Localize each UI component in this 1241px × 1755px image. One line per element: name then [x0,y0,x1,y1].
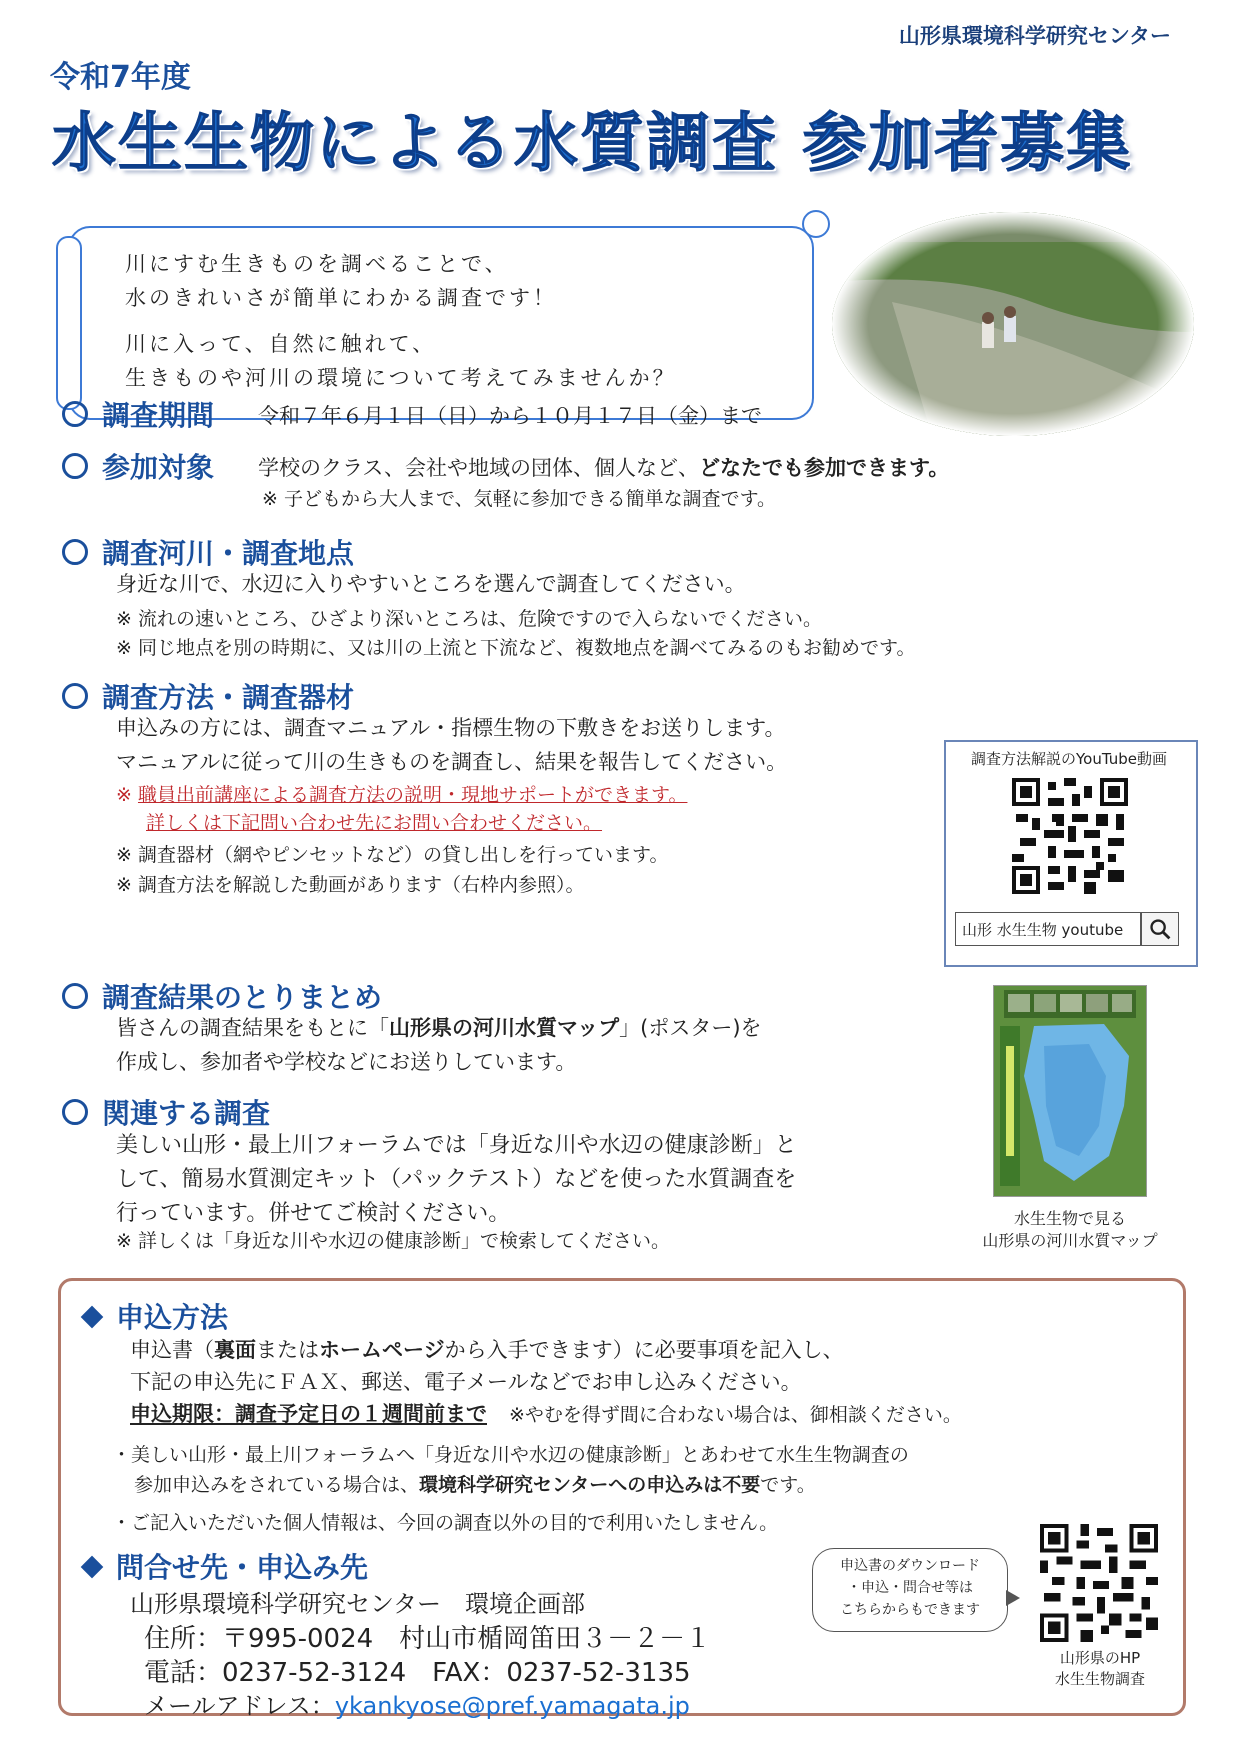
scroll-curl-right [802,210,830,238]
method-red-note-1: ※ 職員出前講座による調査方法の説明・現地サポートができます。 [116,784,688,806]
circle-bullet-icon [62,683,88,709]
related-heading: 関連する調査 [62,1092,270,1132]
diamond-bullet-icon [81,1306,104,1329]
diamond-bullet-icon [81,1556,104,1579]
hp-caption: 山形県のHP 水生生物調査 [1054,1649,1145,1688]
apply-deadline: 申込期限：調査予定日の１週間前まで ※やむを得ず間に合わない場合は、御相談ください。 [130,1402,962,1426]
results-heading: 調査結果のとりまとめ [62,976,382,1016]
results-text-2: 作成し、参加者や学校などにお送りしています。 [116,1050,577,1074]
circle-bullet-icon [62,539,88,565]
intro-line-1: 川にすむ生きものを調べることで、 [125,252,509,276]
related-text-3: 行っています。併せてご検討ください。 [116,1201,511,1226]
method-red-note-2: 詳しくは下記問い合わせ先にお問い合わせください。 [146,812,603,834]
scroll-curl-left [56,236,82,410]
circle-bullet-icon [62,1099,88,1125]
related-note: ※ 詳しくは「身近な川や水辺の健康診断」で検索してください。 [116,1230,670,1252]
contact-address: 住所：〒995-0024 村山市楯岡笛田３－２－１ [144,1624,712,1654]
apply-line-1: 申込書（裏面またはホームページから入手できます）に必要事項を記入し、 [130,1338,844,1362]
target-note: ※ 子どもから大人まで、気軽に参加できる簡単な調査です。 [262,488,777,510]
youtube-box-title: 調査方法解説のYouTube動画 [971,750,1167,768]
page-title: 水生生物による水質調査 参加者募集 [52,107,1133,181]
target-text: 学校のクラス、会社や地域の団体、個人など、どなたでも参加できます。 [258,456,950,480]
related-text-2: して、簡易水質測定キット（パックテスト）などを使った水質調査を [116,1167,797,1192]
fiscal-year: 令和7年度 [50,60,191,95]
location-text: 身近な川で、水辺に入りやすいところを選んで調査してください。 [116,572,746,596]
apply-bullet-1-a: ・美しい山形・最上川フォーラムへ「身近な川や水辺の健康診断」とあわせて水生生物調査の [112,1444,909,1466]
map-poster-caption: 水生生物で見る 山形県の河川水質マップ [982,1209,1158,1250]
contact-org: 山形県環境科学研究センター 環境企画部 [130,1590,586,1618]
location-note-2: ※ 同じ地点を別の時期に、又は川の上流と下流など、複数地点を調べてみるのもお勧めです。 [116,637,916,659]
method-text-2: マニュアルに従って川の生きものを調査し、結果を報告してください。 [116,750,788,774]
circle-bullet-icon [62,983,88,1009]
apply-line-2: 下記の申込先にＦＡＸ、郵送、電子メールなどでお申し込みください。 [130,1370,802,1394]
period-heading: 調査期間 [62,394,214,434]
hp-speech-bubble: 申込書のダウンロード ・申込・問合せ等は こちらからもできます [812,1548,1008,1632]
contact-heading: 問合せ先・申込み先 [80,1546,368,1586]
location-heading: 調査河川・調査地点 [62,532,354,572]
circle-bullet-icon [62,401,88,427]
contact-email-row: メールアドレス：ykankyose@pref.yamagata.jp [144,1692,690,1720]
apply-heading: 申込方法 [80,1296,228,1336]
hp-qr-code-icon[interactable] [1040,1524,1158,1642]
youtube-search-keyword: 山形 水生生物 youtube [955,912,1141,946]
magnifier-icon [1141,912,1179,946]
intro-line-4: 生きものや河川の環境について考えてみませんか？ [125,366,677,390]
apply-bullet-2: ・ご記入いただいた個人情報は、今回の調査以外の目的で利用いたしません。 [112,1512,779,1534]
method-text-1: 申込みの方には、調査マニュアル・指標生物の下敷きをお送りします。 [116,716,786,740]
related-text-1: 美しい山形・最上川フォーラムでは「身近な川や水辺の健康診断」と [116,1133,797,1158]
intro-line-2: 水のきれいさが簡単にわかる調査です！ [125,286,557,310]
location-note-1: ※ 流れの速いところ、ひざより深いところは、危険ですので入らないでください。 [116,608,822,630]
youtube-qr-code-icon[interactable] [1012,778,1128,894]
apply-bullet-1-b: 参加申込みをされている場合は、環境科学研究センターへの申込みは不要です。 [134,1474,816,1496]
organization-name: 山形県環境科学研究センター [898,24,1171,48]
method-heading: 調査方法・調査器材 [62,676,354,716]
email-link[interactable]: ykankyose@pref.yamagata.jp [334,1692,690,1720]
intro-line-3: 川に入って、自然に触れて、 [125,332,437,356]
river-survey-photo [832,212,1194,436]
method-note-2: ※ 調査方法を解説した動画があります（右枠内参照）。 [116,874,585,896]
target-heading: 参加対象 [62,446,214,486]
bubble-pointer [1006,1590,1020,1606]
circle-bullet-icon [62,453,88,479]
contact-phone-fax: 電話：0237-52-3124 FAX：0237-52-3135 [144,1658,691,1688]
results-text-1: 皆さんの調査結果をもとに「山形県の河川水質マップ」(ポスター)を [116,1016,762,1040]
water-quality-map-poster-image [993,985,1147,1197]
period-text: 令和７年６月１日（日）から１０月１７日（金）まで [258,404,762,428]
method-note-1: ※ 調査器材（網やピンセットなど）の貸し出しを行っています。 [116,844,669,866]
